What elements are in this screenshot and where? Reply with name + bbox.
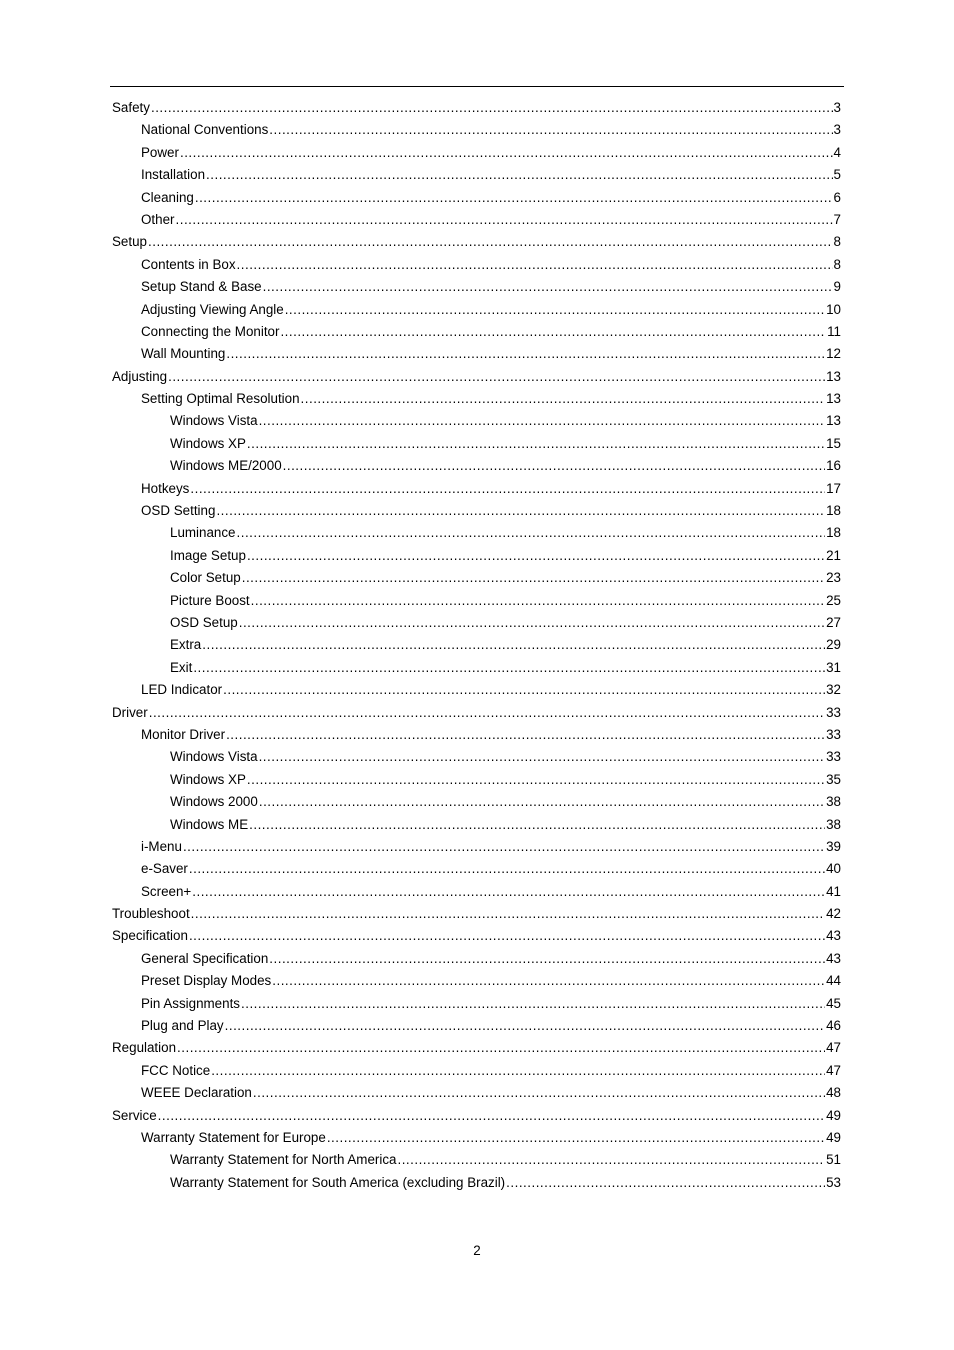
toc-dot-leader (151, 97, 833, 119)
toc-entry-title: Screen+ (141, 883, 192, 899)
toc-entry[interactable] (112, 881, 841, 903)
toc-dot-leader (247, 433, 825, 455)
toc-dot-leader (247, 769, 825, 791)
toc-entry[interactable] (112, 1082, 841, 1104)
toc-entry-title: Setup Stand & Base (141, 279, 262, 295)
toc-entry-title: Windows XP (170, 435, 246, 451)
toc-dot-leader (189, 858, 825, 880)
toc-entry[interactable] (112, 231, 841, 253)
toc-entry-title: Other (141, 211, 175, 227)
toc-entry-page: 33 (826, 704, 841, 720)
toc-dot-leader (259, 746, 826, 768)
toc-dot-leader (272, 970, 825, 992)
header-rule (110, 86, 844, 87)
toc-entry-page: 31 (826, 659, 841, 675)
toc-entry[interactable] (112, 925, 841, 947)
toc-dot-leader (259, 791, 825, 813)
toc-entry-title: Windows ME (170, 816, 249, 832)
toc-entry-page: 44 (826, 973, 841, 989)
toc-entry-title: OSD Setting (141, 503, 216, 519)
toc-entry-page: 49 (826, 1129, 841, 1145)
toc-entry-page: 38 (826, 794, 841, 810)
toc-entry-page: 4 (833, 144, 841, 160)
toc-entry[interactable] (112, 1015, 841, 1037)
toc-dot-leader (263, 276, 833, 298)
toc-entry[interactable] (112, 321, 841, 343)
toc-entry[interactable] (112, 612, 841, 634)
toc-entry-page: 53 (826, 1174, 841, 1190)
toc-dot-leader (269, 948, 825, 970)
toc-dot-leader (327, 1127, 825, 1149)
toc-entry-page: 11 (827, 323, 841, 339)
toc-entry-title: Windows Vista (170, 749, 258, 765)
toc-entry-title: Exit (170, 659, 193, 675)
toc-entry-title: Windows XP (170, 771, 246, 787)
toc-entry-title: Safety (112, 100, 150, 115)
toc-entry-page: 21 (826, 547, 841, 563)
toc-dot-leader (239, 612, 825, 634)
toc-entry[interactable] (112, 1105, 841, 1127)
toc-dot-leader (177, 1037, 825, 1059)
toc-entry-title: Adjusting (112, 368, 168, 384)
toc-entry-page: 15 (826, 435, 841, 451)
toc-entry-page: 9 (833, 279, 841, 295)
toc-entry[interactable] (112, 545, 841, 567)
toc-entry[interactable] (112, 993, 841, 1015)
toc-entry-title: Service (112, 1107, 157, 1123)
toc-dot-leader (285, 299, 825, 321)
toc-entry[interactable] (112, 970, 841, 992)
toc-entry[interactable] (112, 791, 841, 813)
toc-entry-title: Driver (112, 704, 148, 720)
toc-dot-leader (397, 1149, 825, 1171)
toc-entry-title: FCC Notice (141, 1062, 211, 1078)
toc-entry[interactable] (112, 590, 841, 612)
toc-dot-leader (301, 388, 826, 410)
toc-entry-page: 23 (826, 570, 841, 586)
toc-entry-title: Cleaning (141, 189, 194, 205)
toc-entry-title: Setting Optimal Resolution (141, 391, 300, 407)
toc-entry-page: 47 (826, 1040, 841, 1056)
toc-entry-title: National Conventions (141, 122, 269, 138)
toc-dot-leader (190, 478, 825, 500)
toc-dot-leader (225, 1015, 825, 1037)
toc-entry-page: 35 (826, 771, 841, 787)
toc-dot-leader (192, 881, 825, 903)
toc-entry-page: 13 (826, 391, 841, 407)
toc-entry-page: 32 (826, 682, 841, 698)
toc-entry-page: 12 (826, 346, 841, 362)
toc-entry-title: Pin Assignments (141, 995, 240, 1011)
toc-entry-page: 29 (826, 637, 841, 653)
toc-entry[interactable] (112, 299, 841, 321)
toc-dot-leader (193, 657, 825, 679)
toc-entry-title: Color Setup (170, 570, 241, 586)
toc-entry-page: 3 (833, 122, 841, 138)
toc-entry-title: Monitor Driver (141, 726, 226, 742)
toc-entry-title: Windows ME/2000 (170, 458, 282, 474)
toc-entry[interactable] (112, 500, 841, 522)
toc-entry-title: Plug and Play (141, 1018, 224, 1034)
toc-entry[interactable] (112, 679, 841, 701)
toc-dot-leader (242, 567, 825, 589)
toc-entry-page: 42 (826, 906, 841, 922)
toc-entry[interactable] (112, 97, 841, 119)
toc-dot-leader (226, 343, 825, 365)
toc-entry-title: Warranty Statement for North America (170, 1152, 397, 1168)
toc-entry-title: General Specification (141, 950, 269, 966)
toc-dot-leader (251, 590, 825, 612)
toc-dot-leader (158, 1105, 825, 1127)
toc-dot-leader (180, 142, 833, 164)
toc-dot-leader (183, 836, 825, 858)
toc-entry-page: 38 (826, 816, 841, 832)
toc-entry-title: Windows 2000 (170, 794, 258, 810)
toc-entry-page: 25 (826, 592, 841, 608)
toc-entry-title: Image Setup (170, 547, 246, 563)
toc-entry[interactable] (112, 119, 841, 141)
toc-entry-page: 43 (826, 950, 841, 966)
toc-entry[interactable] (112, 388, 841, 410)
toc-dot-leader (249, 814, 825, 836)
toc-entry-page: 8 (833, 234, 841, 250)
toc-entry[interactable] (112, 410, 841, 432)
toc-entry-title: Picture Boost (170, 592, 250, 608)
toc-entry-title: Preset Display Modes (141, 973, 272, 989)
table-of-contents (112, 97, 841, 1194)
toc-entry-page: 47 (826, 1062, 841, 1078)
toc-entry-page: 39 (826, 838, 841, 854)
toc-entry-page: 8 (833, 256, 841, 272)
toc-dot-leader (223, 679, 825, 701)
toc-entry[interactable] (112, 1037, 841, 1059)
toc-entry-page: 16 (826, 458, 841, 474)
toc-entry-title: Warranty Statement for Europe (141, 1129, 326, 1145)
toc-entry[interactable] (112, 455, 841, 477)
toc-entry[interactable] (112, 1127, 841, 1149)
toc-entry[interactable] (112, 254, 841, 276)
toc-entry-page: 51 (826, 1152, 841, 1168)
toc-entry-page: 33 (826, 749, 841, 765)
toc-entry-page: 7 (833, 211, 841, 227)
toc-entry[interactable] (112, 209, 841, 231)
toc-entry-title: Power (141, 144, 179, 160)
toc-entry-title: Regulation (112, 1040, 177, 1056)
toc-entry[interactable] (112, 1060, 841, 1082)
toc-entry[interactable] (112, 366, 841, 388)
toc-entry[interactable] (112, 634, 841, 656)
toc-entry[interactable] (112, 814, 841, 836)
toc-entry[interactable] (112, 567, 841, 589)
toc-dot-leader (191, 903, 825, 925)
toc-entry[interactable] (112, 522, 841, 544)
toc-entry-title: Contents in Box (141, 256, 236, 272)
toc-entry[interactable] (112, 478, 841, 500)
toc-entry-page: 46 (826, 1018, 841, 1034)
toc-entry[interactable] (112, 433, 841, 455)
toc-entry-page: 13 (826, 368, 841, 384)
toc-entry-title: Wall Mounting (141, 346, 226, 362)
toc-dot-leader (237, 254, 833, 276)
toc-entry-page: 5 (833, 167, 841, 183)
toc-entry-page: 41 (826, 883, 841, 899)
toc-entry-title: Warranty Statement for South America (excluding Brazil) (170, 1174, 506, 1190)
toc-dot-leader (269, 119, 832, 141)
toc-entry-title: WEEE Declaration (141, 1085, 252, 1101)
toc-entry[interactable] (112, 746, 841, 768)
toc-entry-page: 10 (826, 301, 841, 317)
toc-entry-page: 13 (826, 413, 841, 429)
toc-dot-leader (253, 1082, 825, 1104)
toc-entry-page: 18 (826, 525, 841, 541)
toc-entry-page: 27 (826, 614, 841, 630)
toc-dot-leader (247, 545, 825, 567)
toc-dot-leader (216, 500, 825, 522)
toc-entry-title: Extra (170, 637, 202, 653)
toc-entry[interactable] (112, 1172, 841, 1194)
toc-entry-page: 18 (826, 503, 841, 519)
toc-dot-leader (202, 634, 825, 656)
toc-dot-leader (195, 187, 833, 209)
toc-entry[interactable] (112, 142, 841, 164)
toc-entry[interactable] (112, 724, 841, 746)
toc-dot-leader (241, 993, 825, 1015)
toc-entry-page: 17 (826, 480, 841, 496)
toc-entry-page: 43 (826, 928, 841, 944)
toc-dot-leader (506, 1172, 825, 1194)
toc-entry-title: Installation (141, 167, 206, 183)
toc-entry[interactable] (112, 276, 841, 298)
toc-entry-title: Hotkeys (141, 480, 190, 496)
toc-dot-leader (237, 522, 826, 544)
toc-entry[interactable] (112, 948, 841, 970)
toc-dot-leader (280, 321, 826, 343)
toc-entry[interactable] (112, 343, 841, 365)
toc-entry-page: 40 (826, 861, 841, 877)
toc-entry[interactable] (112, 187, 841, 209)
toc-entry-page: 45 (826, 995, 841, 1011)
toc-entry[interactable] (112, 769, 841, 791)
toc-entry-title: Connecting the Monitor (141, 323, 280, 339)
page-number: 2 (473, 1243, 481, 1258)
toc-entry[interactable] (112, 836, 841, 858)
toc-dot-leader (148, 231, 833, 253)
toc-entry-title: Windows Vista (170, 413, 258, 429)
toc-dot-leader (149, 702, 825, 724)
toc-dot-leader (176, 209, 833, 231)
toc-entry-title: OSD Setup (170, 614, 238, 630)
toc-dot-leader (211, 1060, 825, 1082)
toc-entry[interactable] (112, 858, 841, 880)
toc-dot-leader (206, 164, 833, 186)
toc-entry-title: Setup (112, 234, 147, 250)
toc-entry-title: Adjusting Viewing Angle (141, 301, 284, 317)
toc-entry-page: 3 (833, 100, 841, 115)
toc-entry[interactable] (112, 164, 841, 186)
toc-entry[interactable] (112, 702, 841, 724)
toc-entry-page: 48 (826, 1085, 841, 1101)
toc-entry-title: Specification (112, 928, 188, 944)
toc-entry-title: Luminance (170, 525, 236, 541)
toc-dot-leader (283, 455, 825, 477)
toc-entry-title: i-Menu (141, 838, 182, 854)
toc-entry[interactable] (112, 657, 841, 679)
toc-entry-page: 6 (833, 189, 841, 205)
toc-entry[interactable] (112, 903, 841, 925)
toc-entry-page: 33 (826, 726, 841, 742)
toc-dot-leader (189, 925, 825, 947)
toc-entry[interactable] (112, 1149, 841, 1171)
toc-entry-page: 49 (826, 1107, 841, 1123)
toc-dot-leader (226, 724, 825, 746)
toc-dot-leader (168, 366, 825, 388)
toc-entry-title: e-Saver (141, 861, 188, 877)
toc-entry-title: LED Indicator (141, 682, 223, 698)
toc-dot-leader (259, 410, 826, 432)
toc-entry-title: Troubleshoot (112, 906, 190, 922)
